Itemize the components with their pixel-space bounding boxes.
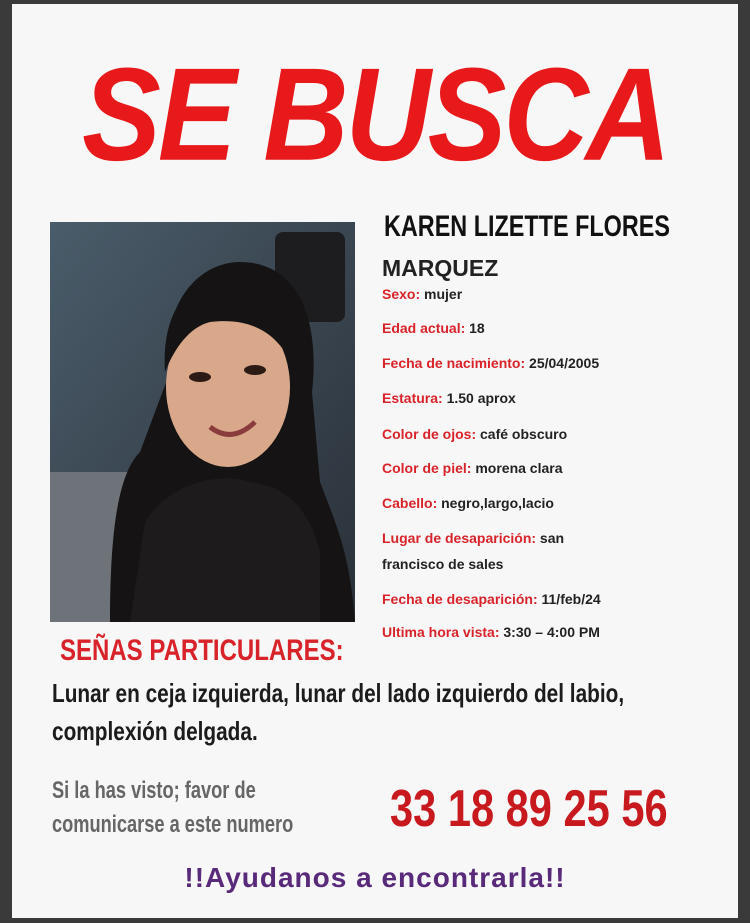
detail-label: Fecha de nacimiento: (382, 355, 526, 371)
detail-sexo (382, 286, 462, 302)
detail-value: san (536, 530, 565, 546)
detail-label: Lugar de desaparición: (382, 530, 537, 546)
detail-value: 3:30 – 4:00 PM (499, 624, 600, 640)
detail-value: 11/feb/24 (537, 591, 601, 607)
detail-cabello (382, 495, 554, 511)
senas-text: Lunar en ceja izquierda, lunar del lado izquierdo del labio, complexión delgada. (52, 678, 625, 746)
detail-label: Fecha de desaparición: (382, 591, 538, 607)
senas-heading: SEÑAS PARTICULARES: (60, 634, 344, 667)
detail-value: francisco de sales (382, 556, 504, 572)
detail-label: Ultima hora vista: (382, 624, 500, 640)
detail-value: morena clara (471, 460, 563, 476)
contact-text: Si la has visto; favor de comunicarse a este numero (52, 777, 294, 838)
detail-fecha-desaparicion (382, 591, 601, 607)
footer-call-to-action: !!Ayudanos a encontrarla!! (184, 862, 566, 893)
detail-edad (382, 320, 485, 336)
person-name-line1: KAREN LIZETTE FLORES (384, 210, 671, 243)
detail-color-ojos (382, 426, 567, 442)
detail-ultima-hora (382, 624, 600, 640)
detail-label: Estatura: (382, 390, 443, 406)
person-photo (50, 222, 355, 622)
person-photo-illustration (50, 222, 355, 622)
detail-value: mujer (420, 286, 463, 302)
detail-value: negro,largo,lacio (437, 495, 554, 511)
phone-number: 33 18 89 25 56 (390, 780, 668, 838)
detail-color-piel (382, 460, 563, 476)
detail-value: café obscuro (476, 426, 568, 442)
detail-label: Color de piel: (382, 460, 472, 476)
detail-label: Sexo: (382, 286, 421, 302)
detail-label: Color de ojos: (382, 426, 477, 442)
detail-estatura (382, 390, 516, 406)
detail-value: 25/04/2005 (525, 355, 600, 371)
detail-label: Edad actual: (382, 320, 466, 336)
missing-person-poster (12, 4, 738, 918)
person-name-line2: MARQUEZ (382, 255, 499, 281)
detail-lugar-desaparicion-cont (382, 556, 503, 572)
detail-value: 18 (465, 320, 485, 336)
poster-title: SE BUSCA (82, 41, 668, 189)
detail-lugar-desaparicion (382, 530, 564, 546)
detail-label: Cabello: (382, 495, 438, 511)
detail-value: 1.50 aprox (442, 390, 516, 406)
detail-fecha-nacimiento (382, 355, 599, 371)
